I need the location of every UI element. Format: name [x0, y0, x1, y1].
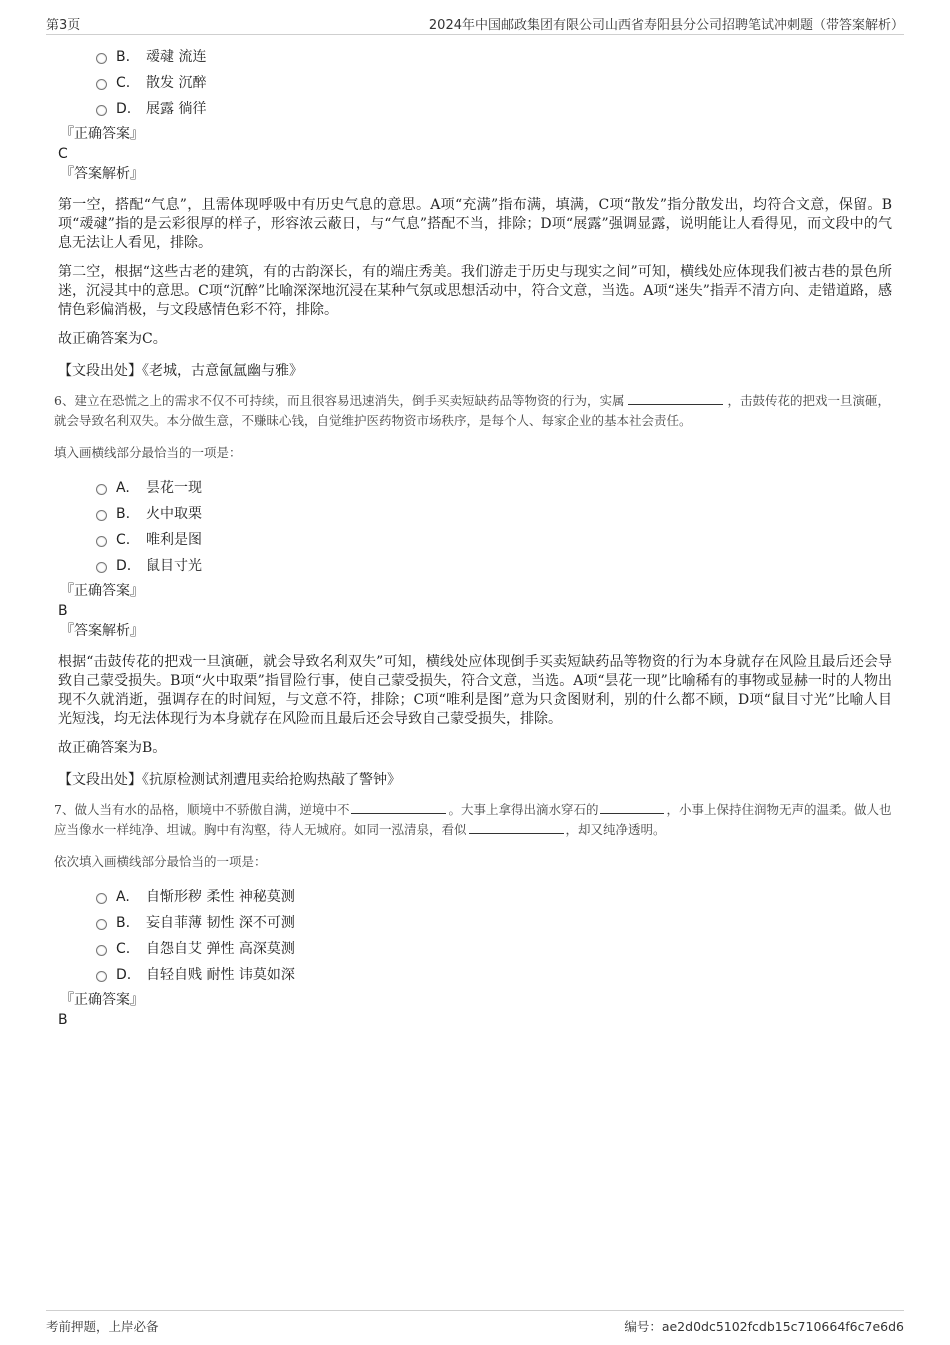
- radio-icon[interactable]: [96, 919, 107, 930]
- radio-icon[interactable]: [96, 945, 107, 956]
- option-c[interactable]: C. 唯利是图: [56, 527, 894, 553]
- answer-blank: [351, 801, 446, 814]
- analysis-conclusion: 故正确答案为B。: [58, 740, 167, 756]
- option-b[interactable]: B. 妄自菲薄 韧性 深不可测: [56, 910, 894, 936]
- option-a[interactable]: A. 昙花一现: [56, 475, 894, 501]
- question-6: 6、建立在恐慌之上的需求不仅不可持续，而且很容易迅速消失，倒手买卖短缺药品等物资的行为，实属 ，击鼓传花的把戏一旦演砸，就会导致名利双失。本分做生意，不赚昧心钱，自觉维护医药物资市场秩序，是每个人、每家企业的基本社会责任。: [54, 393, 890, 428]
- analysis-conclusion: 故正确答案为C。: [58, 331, 167, 347]
- radio-icon[interactable]: [96, 971, 107, 982]
- option-d[interactable]: D. 展露 徜徉: [56, 96, 894, 122]
- radio-icon[interactable]: [96, 105, 107, 116]
- option-d[interactable]: D. 自轻自贱 耐性 讳莫如深: [56, 962, 894, 988]
- page-header: [46, 14, 904, 35]
- radio-icon[interactable]: [96, 510, 107, 521]
- analysis-paragraph: 第一空，搭配“气息”，且需体现呼吸中有历史气息的意思。A项“充满”指布满，填满，C项“散发”指分散发出，均符合文意，保留。B项“叆叇”指的是云彩很厚的样子，形容浓云蔽日，与“气息”搭配不当，排除；D项“展露”强调显露，说明能让人看得见，而文段中的气息无法让人看见，排除。: [58, 197, 892, 251]
- answer-label: 『正确答案』: [60, 992, 144, 1008]
- answer-blank: [469, 821, 564, 834]
- analysis-paragraph: 第二空，根据“这些古老的建筑，有的古韵深长，有的端庄秀美。我们游走于历史与现实之间”可知，横线处应体现我们被古巷的景色所迷，沉浸其中的意思。C项“沉醉”比喻深深地沉浸在某种气氛或思想活动中，符合文意，当选。A项“迷失”指弄不清方向、走错道路，感情色彩偏消极，与文段感情色彩不符，排除。: [58, 264, 892, 318]
- radio-icon[interactable]: [96, 536, 107, 547]
- radio-icon[interactable]: [96, 53, 107, 64]
- source-line: 【文段出处】《老城，古意氤氲幽与雅》: [58, 363, 303, 379]
- answer-label: 『正确答案』: [60, 583, 144, 599]
- correct-answer: B: [58, 1012, 68, 1028]
- radio-icon[interactable]: [96, 562, 107, 573]
- q6-options: [56, 475, 894, 579]
- answer-label: 『正确答案』: [60, 126, 144, 142]
- option-c[interactable]: C. 自怨自艾 弹性 高深莫测: [56, 936, 894, 962]
- option-c[interactable]: C. 散发 沉醉: [56, 70, 894, 96]
- option-b[interactable]: B. 火中取栗: [56, 501, 894, 527]
- radio-icon[interactable]: [96, 893, 107, 904]
- footer-slogan: 考前押题，上岸必备: [46, 1319, 159, 1334]
- correct-answer: C: [58, 146, 68, 162]
- option-d[interactable]: D. 鼠目寸光: [56, 553, 894, 579]
- analysis-label: 『答案解析』: [60, 623, 144, 639]
- document-title: 2024年中国邮政集团有限公司山西省寿阳县分公司招聘笔试冲刺题（带答案解析）: [428, 18, 904, 33]
- option-b[interactable]: B. 叆叇 流连: [56, 44, 894, 70]
- option-a[interactable]: A. 自惭形秽 柔性 神秘莫测: [56, 884, 894, 910]
- page-number: 第3页: [46, 18, 81, 33]
- analysis-label: 『答案解析』: [60, 166, 144, 182]
- q5-options: [56, 44, 894, 122]
- question-prompt: 依次填入画横线部分最恰当的一项是：: [54, 854, 267, 869]
- answer-blank: [628, 392, 723, 405]
- radio-icon[interactable]: [96, 79, 107, 90]
- correct-answer: B: [58, 603, 68, 619]
- document-id: 编号：ae2d0dc5102fcdb15c710664f6c7e6d6: [624, 1319, 904, 1334]
- q7-options: [56, 884, 894, 988]
- question-7: 7、做人当有水的品格，顺境中不骄傲自满，逆境中不 。大事上拿得出滴水穿石的 ，小事上保持住润物无声的温柔。做人也应当像水一样纯净、坦诚。胸中有沟壑，待人无城府。如同一泓清泉，看似 ，却又纯净透明。: [54, 802, 892, 837]
- answer-blank: [600, 801, 664, 814]
- page-footer: [46, 1310, 904, 1334]
- source-line: 【文段出处】《抗原检测试剂遭甩卖给抢购热敲了警钟》: [58, 772, 401, 788]
- page-content: [56, 44, 894, 1030]
- radio-icon[interactable]: [96, 484, 107, 495]
- question-prompt: 填入画横线部分最恰当的一项是：: [54, 445, 242, 460]
- analysis-paragraph: 根据“击鼓传花的把戏一旦演砸，就会导致名利双失”可知，横线处应体现倒手买卖短缺药品等物资的行为本身就存在风险且最后还会导致自己蒙受损失。B项“火中取栗”指冒险行事，使自己蒙受损失，符合文意，当选。A项“昙花一现”比喻稀有的事物或显赫一时的人物出现不久就消逝，强调存在的时间短，与文意不符，排除；C项“唯利是图”意为只贪图财利，别的什么都不顾，D项“鼠目寸光”比喻人目光短浅，均无法体现行为本身就存在风险而且最后还会导致自己蒙受损失，排除。: [58, 654, 892, 727]
